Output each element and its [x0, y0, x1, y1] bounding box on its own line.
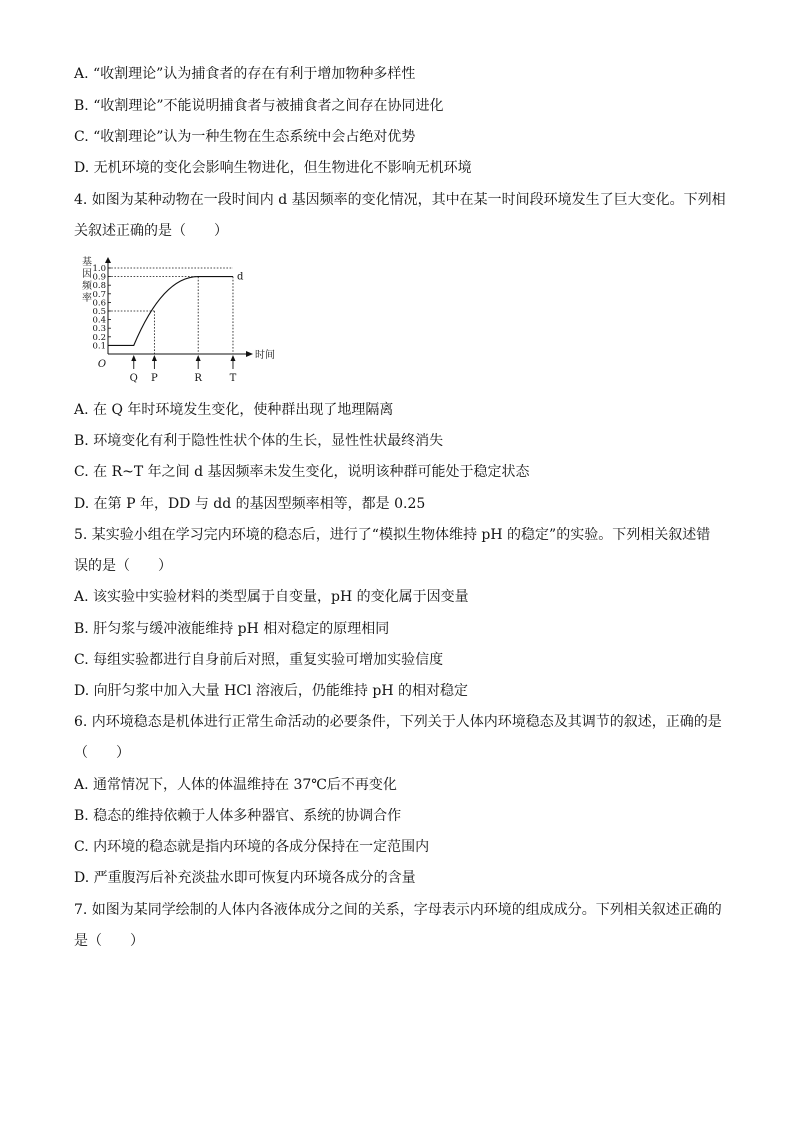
q6-stem-line2: （ ） — [74, 745, 130, 761]
q4-option-d: D. 在第 P 年，DD 与 dd 的基因型频率相等，都是 0.25 — [74, 496, 426, 512]
q4-option-c: C. 在 R~T 年之间 d 基因频率未发生变化，说明该种群可能处于稳定状态 — [74, 464, 530, 480]
x-mark-arrow-head — [230, 355, 235, 361]
y-tick-label: 1.0 — [92, 264, 106, 274]
q5-option-c: C. 每组实验都进行自身前后对照，重复实验可增加实验信度 — [74, 652, 444, 668]
series-line-d — [108, 277, 233, 346]
y-axis-title-char: 基 — [82, 257, 92, 268]
q4-option-a: A. 在 Q 年时环境发生变化，使种群出现了地理隔离 — [74, 402, 394, 418]
q3-option-d: D. 无机环境的变化会影响生物进化，但生物进化不影响无机环境 — [74, 160, 472, 176]
x-mark-label: Q — [129, 373, 138, 384]
origin-label: O — [97, 359, 107, 370]
q6-option-c: C. 内环境的稳态就是指内环境的各成分保持在一定范围内 — [74, 839, 430, 855]
y-tick-label: 0.8 — [92, 281, 106, 292]
x-axis-arrow — [246, 351, 253, 357]
y-axis-title-char: 频 — [82, 281, 92, 292]
q7-stem-line1: 7. 如图为某同学绘制的人体内各液体成分之间的关系，字母表示内环境的组成成分。下列相关叙述正确的 — [74, 902, 722, 918]
q5-option-a: A. 该实验中实验材料的类型属于自变量，pH 的变化属于因变量 — [74, 589, 469, 605]
y-tick-label: 0.5 — [92, 307, 106, 317]
y-axis-title-char: 因 — [82, 269, 92, 280]
y-tick-label: 0.4 — [92, 315, 106, 326]
q6-option-a: A. 通常情况下，人体的体温维持在 37℃后不再变化 — [74, 777, 397, 793]
y-axis-arrow — [105, 257, 111, 263]
q5-stem-line2: 误的是（ ） — [74, 558, 172, 574]
series-label: d — [236, 271, 244, 283]
y-tick-label: 0.2 — [92, 332, 106, 343]
x-mark-label: P — [151, 373, 158, 384]
q5-stem-line1: 5. 某实验小组在学习完内环境的稳态后，进行了“模拟生物体维持 pH 的稳定”的实验。下列相关叙述错 — [74, 527, 711, 543]
y-tick-label: 0.9 — [92, 272, 106, 283]
x-mark-arrow-head — [196, 355, 201, 361]
y-tick-label: 0.6 — [92, 298, 106, 309]
q5-option-b: B. 肝匀浆与缓冲液能维持 pH 相对稳定的原理相同 — [74, 621, 390, 637]
q4-option-b: B. 环境变化有利于隐性性状个体的生长，显性性状最终消失 — [74, 433, 444, 449]
x-mark-arrow-head — [131, 355, 136, 361]
q6-option-b: B. 稳态的维持依赖于人体多种器官、系统的协调合作 — [74, 808, 402, 824]
q6-stem-line1: 6. 内环境稳态是机体进行正常生命活动的必要条件，下列关于人体内环境稳态及其调节的叙述，正确的是 — [74, 714, 722, 730]
y-axis-title-char: 率 — [82, 293, 92, 304]
y-tick-label: 0.7 — [92, 289, 106, 300]
q5-option-d: D. 向肝匀浆中加入大量 HCl 溶液后，仍能维持 pH 的相对稳定 — [74, 683, 468, 699]
y-tick-label: 0.1 — [92, 341, 106, 352]
q4-stem-line1: 4. 如图为某种动物在一段时间内 d 基因频率的变化情况，其中在某一时间段环境发生了巨大变化。下列相 — [74, 192, 726, 208]
q3-option-a: A. “收割理论”认为捕食者的存在有利于增加物种多样性 — [74, 66, 416, 82]
q7-stem-line2: 是（ ） — [74, 933, 144, 949]
q6-option-d: D. 严重腹泻后补充淡盐水即可恢复内环境各成分的含量 — [74, 870, 416, 886]
y-tick-label: 0.3 — [92, 324, 106, 335]
q3-option-c: C. “收割理论”认为一种生物在生态系统中会占绝对优势 — [74, 129, 416, 145]
gene-frequency-figure — [74, 254, 284, 388]
q3-option-b: B. “收割理论”不能说明捕食者与被捕食者之间存在协同进化 — [74, 98, 444, 114]
x-mark-label: T — [229, 373, 237, 384]
q4-stem-line2: 关叙述正确的是（ ） — [74, 223, 228, 239]
x-mark-arrow-head — [152, 355, 157, 361]
x-axis-title: 时间 — [255, 350, 275, 361]
x-mark-label: R — [194, 373, 202, 384]
